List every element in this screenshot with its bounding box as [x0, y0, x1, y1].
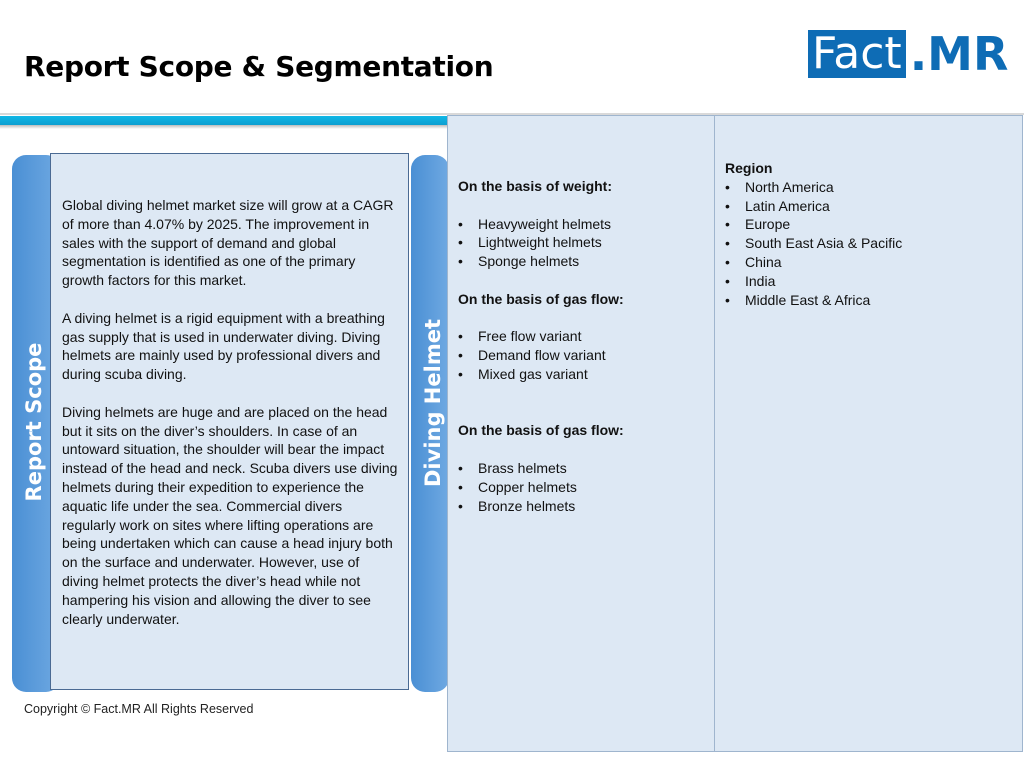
list-item: • Bronze helmets	[458, 497, 706, 516]
list-item: • North America	[725, 178, 1014, 197]
report-scope-panel	[50, 153, 409, 690]
region-heading: Region	[725, 160, 773, 176]
scope-paragraph: Global diving helmet market size will grow at a CAGR of more than 4.07% by 2025. The improvement in sales with the support of demand and global segmentation is identified as one of the primary growth factors for this market.	[62, 197, 394, 289]
list-item: • Brass helmets	[458, 459, 706, 478]
list-item: • Copper helmets	[458, 478, 706, 497]
list-item: • Heavyweight helmets	[458, 215, 706, 234]
fact-mr-logo	[808, 27, 1009, 81]
diving-helmet-tab-label: Diving Helmet	[421, 319, 445, 487]
list-item: • China	[725, 253, 1014, 272]
gas-flow-heading: On the basis of gas flow:	[458, 290, 624, 307]
region-panel	[714, 115, 1023, 752]
material-heading: On the basis of gas flow:	[458, 422, 624, 439]
segmentation-panel	[447, 115, 715, 752]
material-list	[458, 459, 706, 515]
list-item: • Lightweight helmets	[458, 233, 706, 252]
list-item: • Middle East & Africa	[725, 291, 1014, 310]
weight-list	[458, 215, 706, 271]
page-title: Report Scope & Segmentation	[24, 50, 494, 83]
report-scope-tab-label: Report Scope	[22, 342, 46, 502]
list-item: • Sponge helmets	[458, 252, 706, 271]
list-item: • Latin America	[725, 197, 1014, 216]
region-list	[725, 178, 1014, 310]
weight-heading: On the basis of weight:	[458, 178, 613, 194]
list-item: • Mixed gas variant	[458, 365, 706, 384]
scope-paragraph: Diving helmets are huge and are placed on the head but it sits on the diver’s shoulders. In case of an untoward situation, the shoulder will bear the impact instead of the head and neck. Scuba divers use diving helmets during their expedition to experience the aquatic life under the sea. Commercial divers regularly work on sites where lifting operations are being undertaken which can cause a head injury both on the surface and underwater. However, use of diving helmet protects the diver’s head while not hampering his vision and allowing the diver to see clearly underwater.	[62, 403, 398, 627]
header-accent-bar	[0, 116, 450, 125]
logo-box-text: Fact	[808, 30, 906, 78]
gas-flow-list	[458, 327, 706, 383]
copyright-notice: Copyright © Fact.MR All Rights Reserved	[24, 702, 254, 716]
list-item: • South East Asia & Pacific	[725, 234, 1014, 253]
list-item: • Europe	[725, 215, 1014, 234]
list-item: • Demand flow variant	[458, 346, 706, 365]
logo-suffix-text: .MR	[909, 27, 1009, 81]
list-item: • Free flow variant	[458, 327, 706, 346]
header-accent-shadow	[0, 125, 450, 129]
list-item: • India	[725, 272, 1014, 291]
scope-paragraph: A diving helmet is a rigid equipment with a breathing gas supply that is used in underwater diving. Diving helmets are mainly used by professional divers and during scuba diving.	[62, 309, 385, 383]
